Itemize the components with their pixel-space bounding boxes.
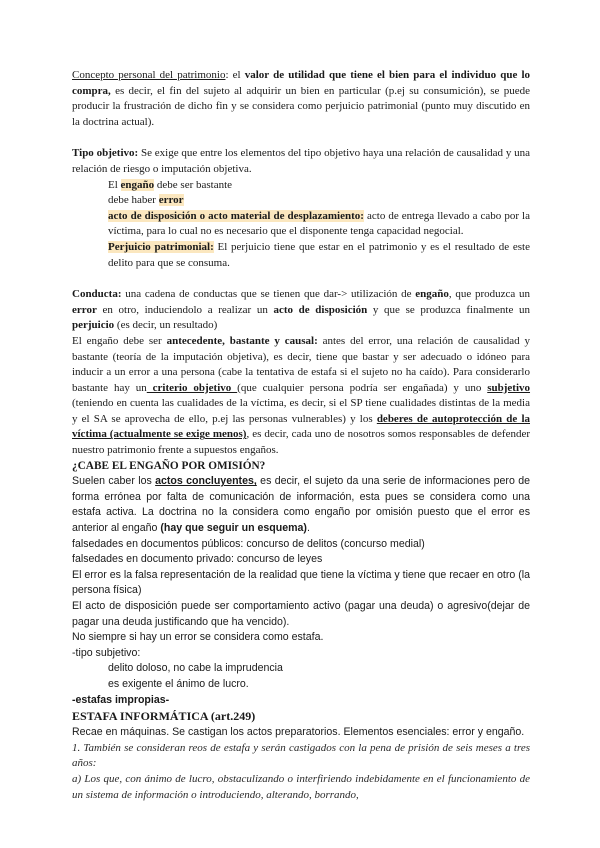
- tipo-item-perjuicio: Perjuicio patrimonial: El perjuicio tiene que estar en el patrimonio y es el resultado de este delito para que se consuma.: [108, 240, 530, 269]
- concepto-label: Concepto personal del patrimonio: [72, 69, 226, 81]
- tipo-objetivo-paragraph: Tipo objetivo: Se exige que entre los elementos del tipo objetivo haya una relación de causalidad y una relación de riesgo o imputación objetiva.: [72, 147, 531, 175]
- engano-paragraph: El engaño debe ser antecedente, bastante y causal: antes del error, una relación de causalidad y bastante (teoría de la imputación objetiva), es decir, tiene que bastar y ser adecuado o idóneo para inducir a un error a una persona (cabe la tentativa de estafa si el sujeto no ha caído). Para considerarlo bastante hay un criterio objetivo (que cualquier persona podría ser engañada) y uno subjetivo (teniendo en cuenta las cualidades de la víctima, es decir, si el SP tiene cualidades distintas de la media y el SA se aprovecha de ello, p.ej las personas vulnerables) y los deberes de autoprotección de la víctima (actualmente se exige menos), es decir, cada uno de nosotros somos responsables de defender nuestro patrimonio frente a supuestos engaños.: [72, 334, 531, 457]
- falsedades-publicos: falsedades en documentos públicos: concurso de delitos (concurso medial): [72, 537, 425, 550]
- error-definition: El error es la falsa representación de la realidad que tiene la víctima y tiene que recaer en otro (la persona física): [72, 568, 530, 597]
- article-paragraph-a: a) Los que, con ánimo de lucro, obstaculizando o interfiriendo indebidamente en el funcionamiento de un sistema de información o introduciendo, alterando, borrando,: [72, 772, 530, 801]
- recae-maquinas: Recae en máquinas. Se castigan los actos preparatorios. Elementos esenciales: error y engaño.: [72, 726, 525, 739]
- concepto-bold: valor de utilidad que tiene el bien para el individuo que lo compra,: [72, 69, 530, 97]
- tipo-item-error: debe haber error: [108, 194, 184, 207]
- document-page: [72, 68, 530, 803]
- tipo-item-engano: El engaño debe ser bastante: [108, 178, 233, 191]
- animo-lucro: es exigente el ánimo de lucro.: [108, 677, 249, 690]
- estafa-informatica-heading: ESTAFA INFORMÁTICA (art.249): [72, 709, 256, 724]
- omision-heading: ¿CABE EL ENGAÑO POR OMISIÓN?: [72, 459, 266, 472]
- acto-disposicion: El acto de disposición puede ser comportamiento activo (pagar una deuda) o agresivo(dejar de pagar una deuda justificando que ha vencido).: [72, 600, 530, 628]
- falsedades-privado: falsedades en documento privado: concurso de leyes: [72, 553, 323, 566]
- omision-paragraph: Suelen caber los actos concluyentes, es decir, el sujeto da una serie de informaciones pero de forma errónea por falta de comunicación de información, esta pues se considera como una estafa activa. La doctrina no la considera como engaño por omisión puesto que el error es anterior al engaño (hay que seguir un esquema).: [72, 475, 530, 535]
- tipo-objetivo-label: Tipo objetivo:: [72, 147, 139, 160]
- delito-doloso: delito doloso, no cabe la imprudencia: [108, 662, 283, 675]
- article-paragraph-1: 1. También se consideran reos de estafa y serán castigados con la pena de prisión de seis meses a tres años:: [72, 741, 530, 770]
- tipo-subjetivo-label: -tipo subjetivo:: [72, 646, 141, 659]
- no-siempre: No siempre si hay un error se considera como estafa.: [72, 631, 324, 644]
- tipo-item-acto: acto de disposición o acto material de desplazamiento: acto de entrega llevado a cabo por la víctima, para lo cual no es necesario que el disponente tenga capacidad negocial.: [108, 209, 530, 238]
- conducta-label: Conducta:: [72, 288, 122, 301]
- estafas-impropias: -estafas impropias-: [72, 693, 170, 706]
- conducta-paragraph: Conducta: una cadena de conductas que se tienen que dar-> utilización de engaño, que produzca un error en otro, induciendolo a realizar un acto de disposición y que se produzca finalmente un perjuicio (es decir, un resultado): [72, 288, 530, 332]
- concepto-paragraph: Concepto personal del patrimonio: el valor de utilidad que tiene el bien para el individuo que lo compra, es decir, el fin del sujeto al adquirir un bien en particular (p.ej su consumición), se puede producir la frustración de dicho fin y se considera como perjuicio patrimonial (punto muy discutido en la doctrina actual).: [72, 69, 530, 128]
